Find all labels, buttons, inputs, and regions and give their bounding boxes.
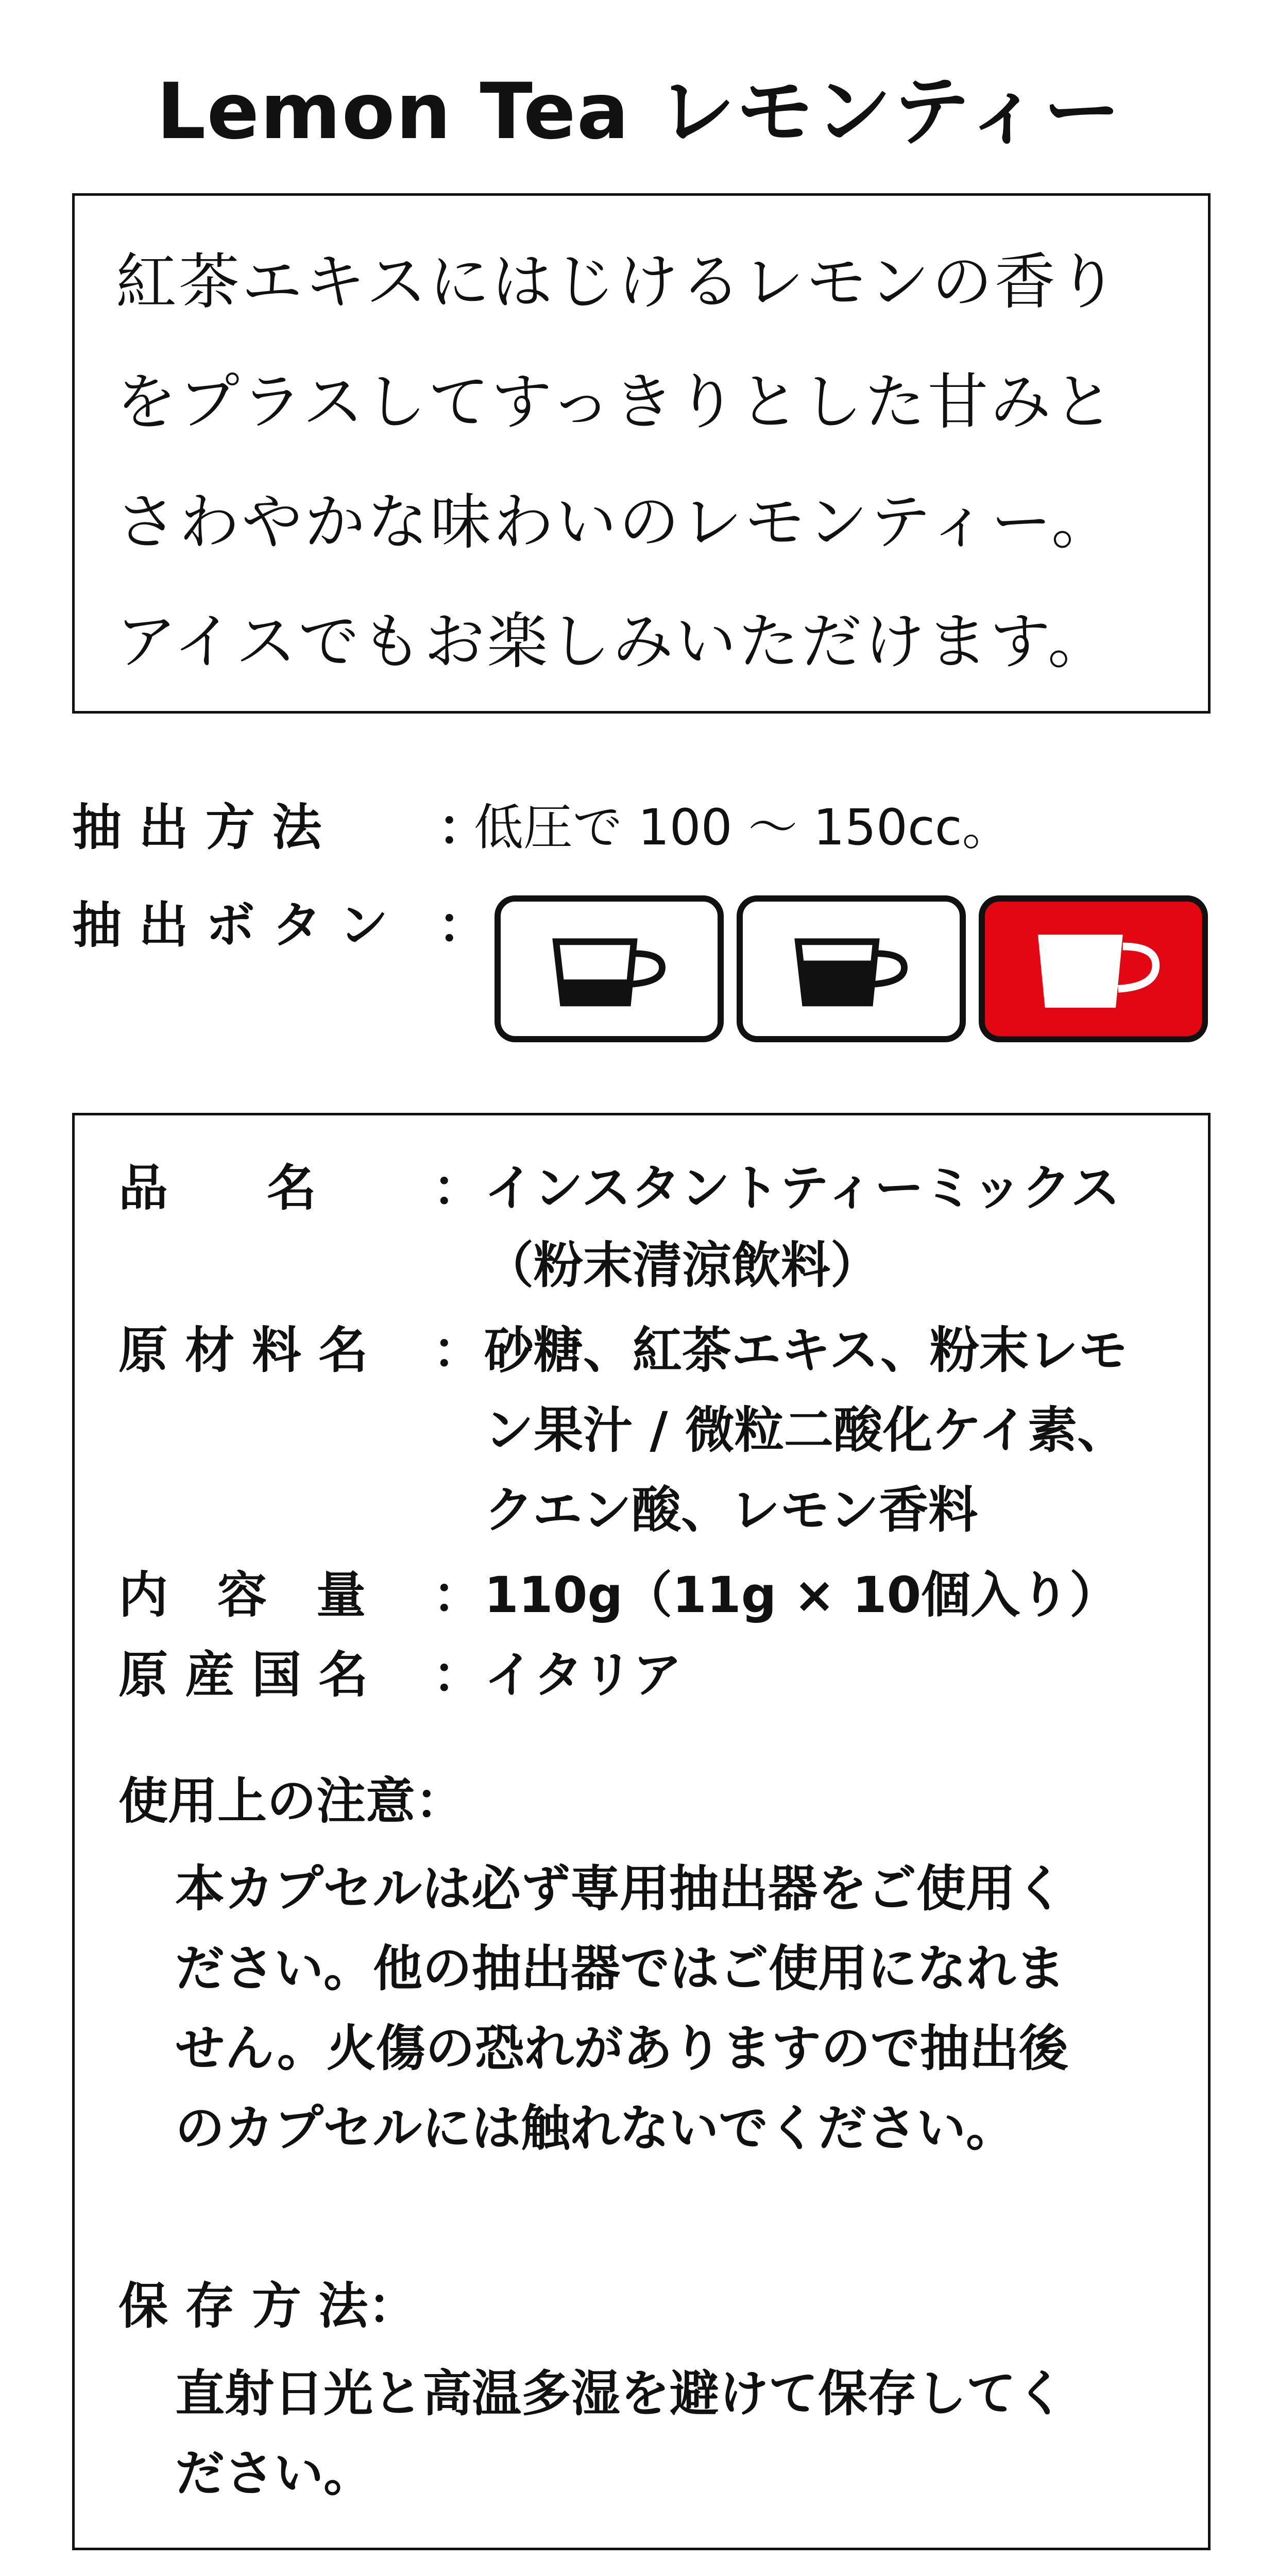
content-value: 110g（11g × 10個入り） — [484, 1566, 1119, 1624]
caution-line: のカプセルには触れないでください。 — [175, 2099, 1016, 2157]
ingredients-value: ン果汁 / 微粒二酸化ケイ素、 — [484, 1401, 1127, 1459]
separator: ： — [433, 1321, 482, 1379]
mug-large-icon — [985, 902, 1202, 1036]
ingredients-value: クエン酸、レモン香料 — [484, 1481, 978, 1539]
ingredients-label: 原 材 料 名 — [118, 1321, 368, 1379]
separator: ： — [433, 1566, 482, 1624]
storage-line: 直射日光と高温多湿を避けて保存してく — [175, 2365, 1065, 2422]
storage-heading: 保 存 方 法： — [118, 2277, 418, 2335]
product-name-value: （粉末清涼飲料） — [484, 1236, 880, 1294]
extraction-button-label: 抽 出 ボ タ ン — [72, 896, 388, 954]
separator: ： — [438, 896, 487, 954]
description-line: 紅茶エキスにはじけるレモンの香り — [116, 246, 1120, 317]
extraction-method-value: 低圧で 100 ～ 150cc。 — [474, 799, 1012, 856]
product-title: Lemon Tea レモンティー — [156, 67, 1122, 157]
extraction-button-large-selected[interactable] — [979, 895, 1208, 1042]
extraction-button-small[interactable] — [495, 895, 724, 1042]
origin-value: イタリア — [484, 1646, 682, 1704]
product-name-label: 品 名 — [118, 1159, 316, 1217]
origin-label: 原 産 国 名 — [118, 1646, 368, 1704]
content-label: 内 容 量 — [118, 1566, 366, 1624]
caution-heading: 使用上の注意： — [118, 1772, 465, 1830]
caution-line: ださい。他の抽出器ではご使用になれま — [175, 1940, 1065, 1997]
description-line: アイスでもお楽しみいただけます。 — [116, 606, 1111, 677]
extraction-button-medium[interactable] — [737, 895, 966, 1042]
storage-line: ださい。 — [175, 2445, 373, 2502]
cup-medium-icon — [743, 902, 960, 1036]
cup-small-icon — [501, 902, 718, 1036]
extraction-method-label: 抽 出 方 法 — [72, 799, 322, 856]
separator: ： — [433, 1646, 482, 1704]
ingredients-value: 砂糖、紅茶エキス、粉末レモ — [484, 1321, 1128, 1379]
product-name-value: インスタントティーミックス — [484, 1159, 1120, 1217]
description-line: をプラスしてすっきりとした甘みと — [116, 366, 1116, 437]
description-line: さわやかな味わいのレモンティー。 — [116, 486, 1114, 557]
caution-line: せん。火傷の恐れがありますので抽出後 — [175, 2020, 1068, 2077]
caution-line: 本カプセルは必ず専用抽出器をご使用く — [175, 1860, 1065, 1918]
separator: ： — [433, 1159, 482, 1217]
separator: ： — [438, 799, 487, 856]
